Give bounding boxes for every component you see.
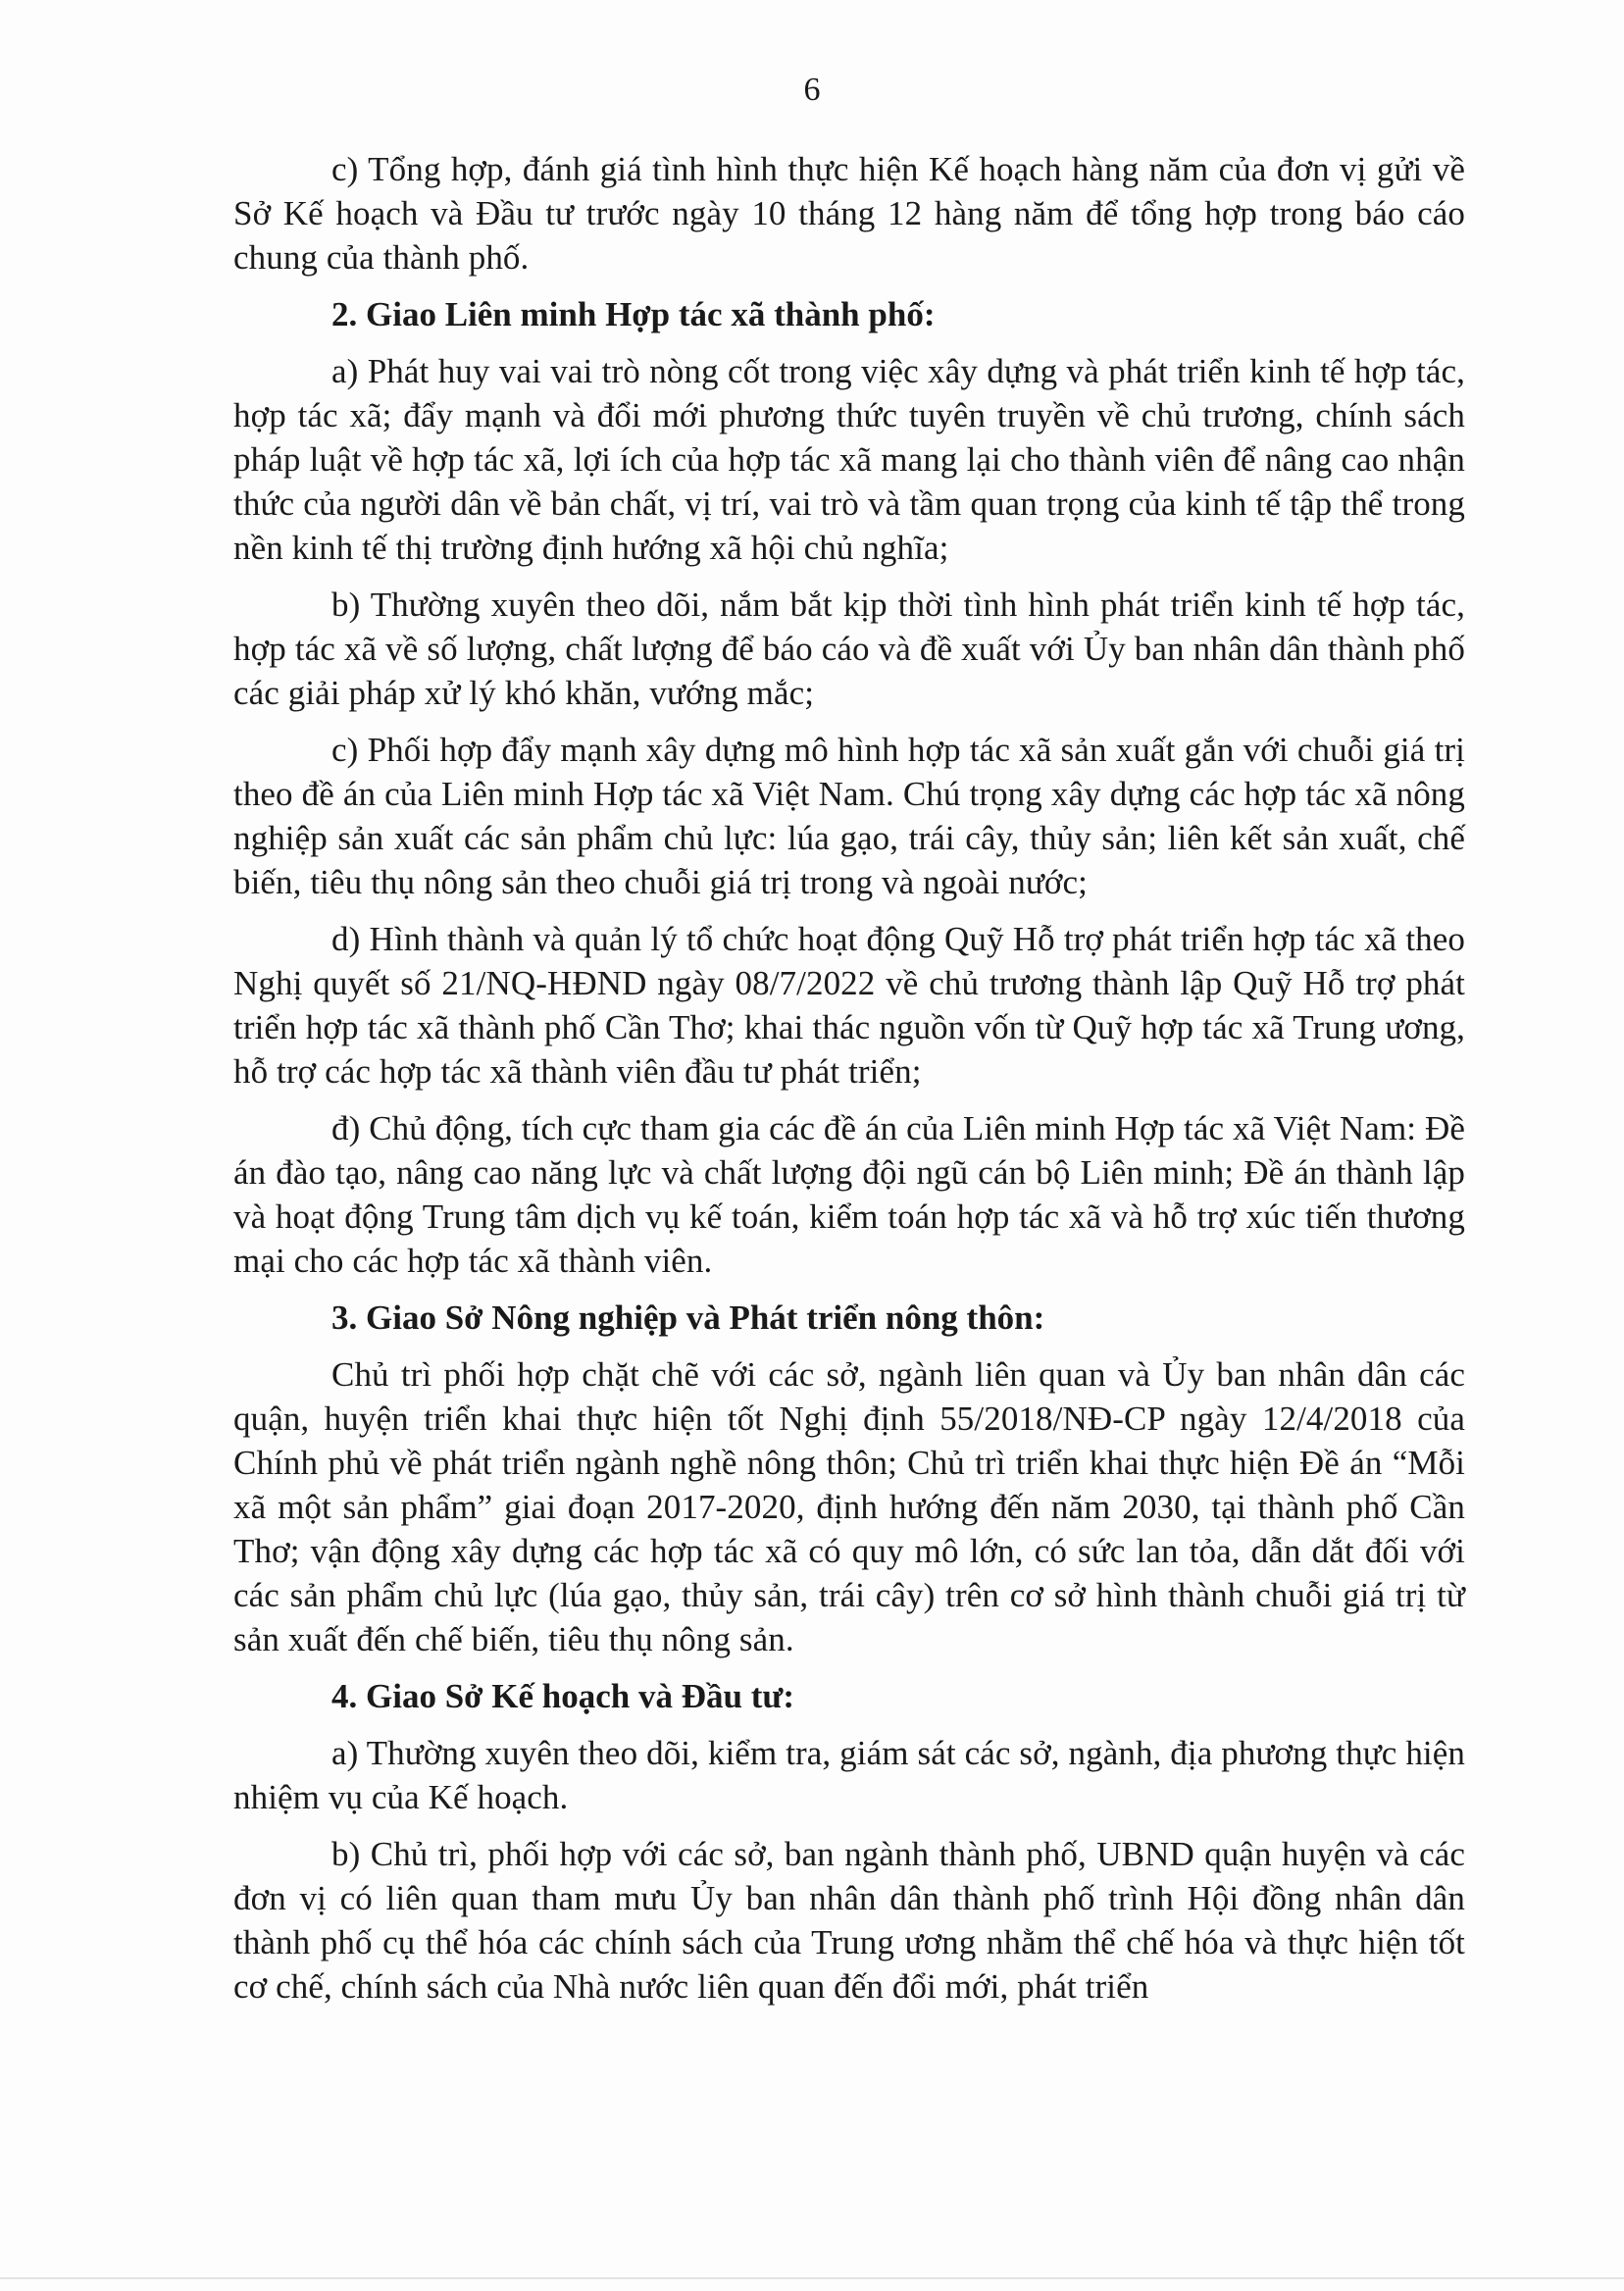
paragraph-4a: a) Thường xuyên theo dõi, kiểm tra, giám sát các sở, ngành, địa phương thực hiện nhiệm vụ của Kế hoạch. (233, 1734, 1465, 1816)
page-number: 6 (803, 72, 821, 108)
heading-section-3: 3. Giao Sở Nông nghiệp và Phát triển nông thôn: (331, 1298, 1045, 1337)
scan-edge-divider (0, 2277, 1624, 2279)
paragraph-2a: a) Phát huy vai vai trò nòng cốt trong việc xây dựng và phát triển kinh tế hợp tác, hợp tác xã; đẩy mạnh và đổi mới phương thức tuyên truyền về chủ trương, chính sách pháp luật về hợp tác xã, lợi ích của hợp tác xã mang lại cho thành viên để nâng cao nhận thức của người dân về bản chất, vị trí, vai trò và tầm quan trọng của kinh tế tập thể trong nền kinh tế thị trường định hướng xã hội chủ nghĩa; (233, 352, 1465, 567)
paragraph-2b: b) Thường xuyên theo dõi, nắm bắt kịp thời tình hình phát triển kinh tế hợp tác, hợp tác xã về số lượng, chất lượng để báo cáo và đề xuất với Ủy ban nhân dân thành phố các giải pháp xử lý khó khăn, vướng mắc; (233, 585, 1465, 712)
paragraph-2c: c) Phối hợp đẩy mạnh xây dựng mô hình hợp tác xã sản xuất gắn với chuỗi giá trị theo đề án của Liên minh Hợp tác xã Việt Nam. Chú trọng xây dựng các hợp tác xã nông nghiệp sản xuất các sản phẩm chủ lực: lúa gạo, trái cây, thủy sản; liên kết sản xuất, chế biến, tiêu thụ nông sản theo chuỗi giá trị trong và ngoài nước; (233, 731, 1465, 901)
paragraph-2d: d) Hình thành và quản lý tổ chức hoạt động Quỹ Hỗ trợ phát triển hợp tác xã theo Nghị quyết số 21/NQ-HĐND ngày 08/7/2022 về chủ trương thành lập Quỹ Hỗ trợ phát triển hợp tác xã thành phố Cần Thơ; khai thác nguồn vốn từ Quỹ hợp tác xã Trung ương, hỗ trợ các hợp tác xã thành viên đầu tư phát triển; (233, 920, 1465, 1091)
document-body (233, 147, 1465, 2021)
paragraph-4b: b) Chủ trì, phối hợp với các sở, ban ngành thành phố, UBND quận huyện và các đơn vị có liên quan tham mưu Ủy ban nhân dân thành phố trình Hội đồng nhân dân thành phố cụ thể hóa các chính sách của Trung ương nhằm thể chế hóa và thực hiện tốt cơ chế, chính sách của Nhà nước liên quan đến đổi mới, phát triển (233, 1835, 1465, 2006)
paragraph-2dd: đ) Chủ động, tích cực tham gia các đề án của Liên minh Hợp tác xã Việt Nam: Đề án đào tạo, nâng cao năng lực và chất lượng đội ngũ cán bộ Liên minh; Đề án thành lập và hoạt động Trung tâm dịch vụ kế toán, kiểm toán hợp tác xã và hỗ trợ xúc tiến thương mại cho các hợp tác xã thành viên. (233, 1109, 1465, 1280)
paragraph-3: Chủ trì phối hợp chặt chẽ với các sở, ngành liên quan và Ủy ban nhân dân các quận, huyện triển khai thực hiện tốt Nghị định 55/2018/NĐ-CP ngày 12/4/2018 của Chính phủ về phát triển ngành nghề nông thôn; Chủ trì triển khai thực hiện Đề án “Mỗi xã một sản phẩm” giai đoạn 2017-2020, định hướng đến năm 2030, tại thành phố Cần Thơ; vận động xây dựng các hợp tác xã có quy mô lớn, có sức lan tỏa, dẫn dắt đối với các sản phẩm chủ lực (lúa gạo, thủy sản, trái cây) trên cơ sở hình thành chuỗi giá trị từ sản xuất đến chế biến, tiêu thụ nông sản. (233, 1355, 1465, 1658)
paragraph-1c-summary: c) Tổng hợp, đánh giá tình hình thực hiện Kế hoạch hàng năm của đơn vị gửi về Sở Kế hoạch và Đầu tư trước ngày 10 tháng 12 hàng năm để tổng hợp trong báo cáo chung của thành phố. (233, 150, 1465, 277)
heading-section-2: 2. Giao Liên minh Hợp tác xã thành phố: (331, 295, 936, 333)
heading-section-4: 4. Giao Sở Kế hoạch và Đầu tư: (331, 1677, 795, 1715)
